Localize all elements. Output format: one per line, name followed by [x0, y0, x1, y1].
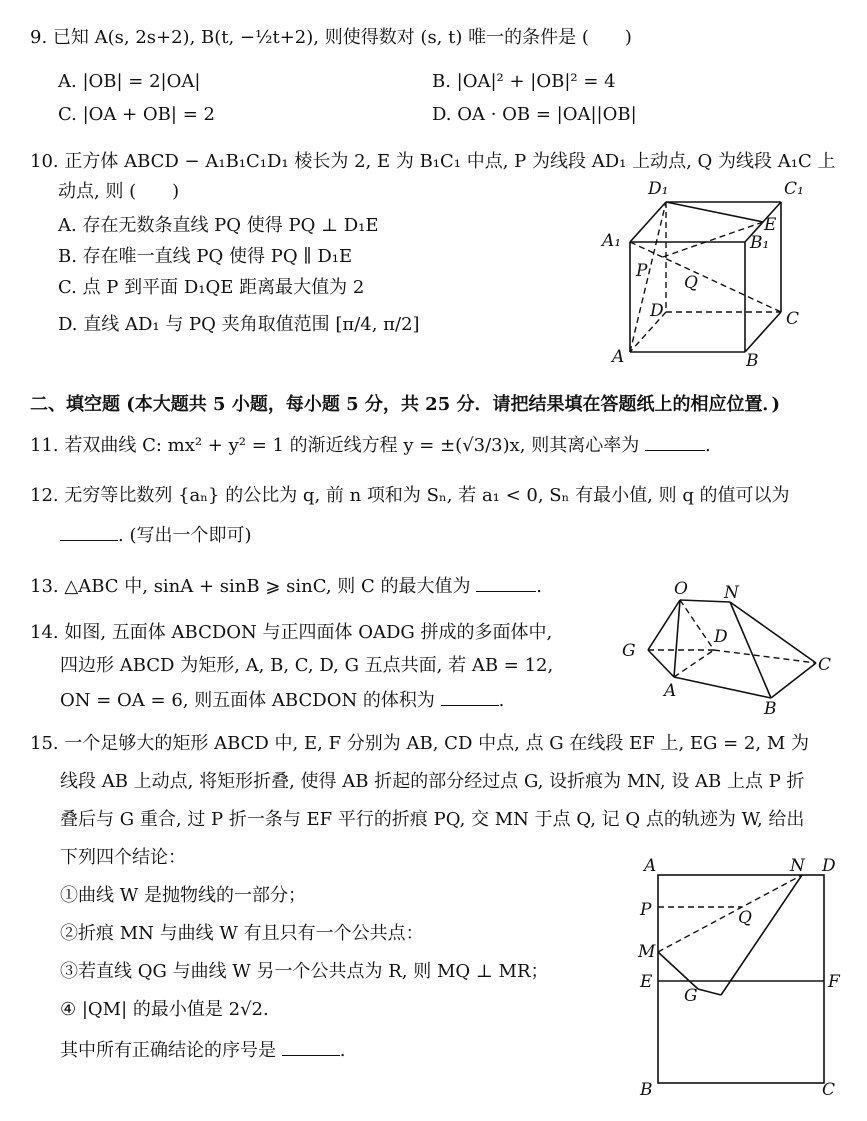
q10-option-a: A. 存在无数条直线 PQ 使得 PQ ⊥ D₁E	[58, 215, 379, 236]
pentahedron-figure	[618, 578, 843, 718]
label-c: C	[822, 1080, 836, 1100]
label-e: E	[764, 215, 777, 235]
label-a1: A₁	[602, 231, 622, 251]
label-a: A	[664, 681, 677, 701]
label-b: B	[746, 351, 759, 371]
label-p: P	[636, 261, 648, 281]
label-g: G	[684, 986, 698, 1006]
label-a: A	[612, 347, 625, 367]
q14-line1: 14. 如图, 五面体 ABCDON 与正四面体 OADG 拼成的多面体中,	[30, 622, 553, 643]
label-c1: C₁	[784, 179, 804, 199]
q15-line2: 线段 AB 上动点, 将矩形折叠, 使得 AB 折起的部分经过点 G, 设折痕为 MN, 设 AB 上点 P 折	[60, 771, 805, 792]
q13-stem: 13. △ABC 中, sinA + sinB ⩾ sinC, 则 C 的最大值为	[30, 576, 471, 597]
q15-conclusion-1: ①曲线 W 是抛物线的一部分；	[60, 885, 306, 906]
q15-conclusion-3: ③若直线 QG 与曲线 W 另一个公共点为 R, 则 MQ ⊥ MR；	[60, 961, 549, 982]
q15-conclusion-2: ②折痕 MN 与曲线 W 有且只有一个公共点：	[60, 923, 424, 944]
label-d1: D₁	[648, 179, 669, 199]
q11-text: 11. 若双曲线 C: mx² + y² = 1 的渐近线方程 y = ±(√3/3)x, 则其离心率为 .	[30, 432, 711, 458]
q15-line3: 叠后与 G 重合, 过 P 折一条与 EF 平行的折痕 PQ, 交 MN 于点 Q, 记 Q 点的轨迹为 W, 给出	[60, 809, 805, 830]
q15-last-wrap: 其中所有正确结论的序号是 .	[60, 1037, 345, 1063]
q9-option-b: B. |OA|² + |OB|² = 4	[432, 71, 616, 92]
q14-answer-blank[interactable]	[441, 687, 499, 706]
q15-line1: 15. 一个足够大的矩形 ABCD 中, E, F 分别为 AB, CD 中点, 点 G 在线段 EF 上, EG = 2, M 为	[30, 733, 809, 754]
q15-last: 其中所有正确结论的序号是	[60, 1040, 276, 1061]
q15-conclusion-4: ④ |QM| 的最小值是 2√2.	[60, 999, 269, 1020]
label-m: M	[638, 942, 656, 962]
label-b: B	[764, 699, 777, 719]
label-q: Q	[684, 273, 698, 293]
q12-line1: 12. 无穷等比数列 {aₙ} 的公比为 q, 前 n 项和为 Sₙ, 若 a₁ < 0, Sₙ 有最小值, 则 q 的值可以为	[30, 485, 790, 506]
q10-option-d: D. 直线 AD₁ 与 PQ 夹角取值范围 [π/4, π/2]	[58, 314, 420, 335]
q10-option-b: B. 存在唯一直线 PQ 使得 PQ ∥ D₁E	[58, 246, 353, 267]
section2-header: 二、填空题 (本大题共 5 小题，每小题 5 分，共 25 分．请把结果填在答题纸上的相应位置．)	[30, 394, 780, 415]
label-b: B	[640, 1080, 653, 1100]
label-d: D	[822, 856, 836, 876]
q11-answer-blank[interactable]	[645, 432, 705, 451]
q14-line2: 四边形 ABCD 为矩形, A, B, C, D, G 五点共面, 若 AB = 12,	[60, 655, 554, 676]
q13-answer-blank[interactable]	[476, 573, 536, 592]
label-g: G	[622, 641, 636, 661]
q9-stem: 9. 已知 A(s, 2s+2), B(t, −½t+2), 则使得数对 (s, t) 唯一的条件是 ( )	[30, 27, 632, 48]
q15-answer-blank[interactable]	[282, 1037, 340, 1056]
label-c: C	[818, 655, 832, 675]
q12-line2-wrap	[60, 522, 252, 548]
label-d: D	[714, 627, 728, 647]
q14-line3: ON = OA = 6, 则五面体 ABCDON 的体积为	[60, 690, 435, 711]
label-o: O	[674, 579, 688, 599]
q12-answer-blank[interactable]	[60, 522, 118, 541]
label-n: N	[724, 583, 739, 603]
q10-stem-line1: 10. 正方体 ABCD − A₁B₁C₁D₁ 棱长为 2, E 为 B₁C₁ 中点, P 为线段 AD₁ 上动点, Q 为线段 A₁C 上	[30, 151, 836, 172]
label-f: F	[828, 972, 840, 992]
q10-stem-line2: 动点, 则 ( )	[58, 181, 180, 202]
label-e: E	[640, 972, 653, 992]
q9-option-a: A. |OB| = 2|OA|	[58, 71, 201, 92]
q15-line4: 下列四个结论：	[60, 847, 186, 868]
label-b1: B₁	[750, 233, 770, 253]
label-q: Q	[738, 908, 752, 928]
q10-option-c: C. 点 P 到平面 D₁QE 距离最大值为 2	[58, 277, 365, 298]
q9-option-c: C. |OA + OB| = 2	[58, 104, 215, 125]
q9-option-d: D. OA · OB = |OA||OB|	[432, 104, 637, 125]
q13-text: 13. △ABC 中, sinA + sinB ⩾ sinC, 则 C 的最大值为 .	[30, 573, 542, 599]
q14-line3-wrap: ON = OA = 6, 则五面体 ABCDON 的体积为 .	[60, 687, 504, 713]
label-c: C	[786, 309, 800, 329]
label-d: D	[650, 301, 664, 321]
cube-figure	[600, 180, 820, 370]
label-n: N	[790, 856, 805, 876]
label-p: P	[640, 900, 652, 920]
fold-figure	[636, 855, 846, 1105]
q12-line2: . (写出一个即可)	[118, 525, 252, 546]
label-a: A	[644, 856, 657, 876]
q11-stem: 11. 若双曲线 C: mx² + y² = 1 的渐近线方程 y = ±(√3/3)x, 则其离心率为	[30, 435, 640, 456]
